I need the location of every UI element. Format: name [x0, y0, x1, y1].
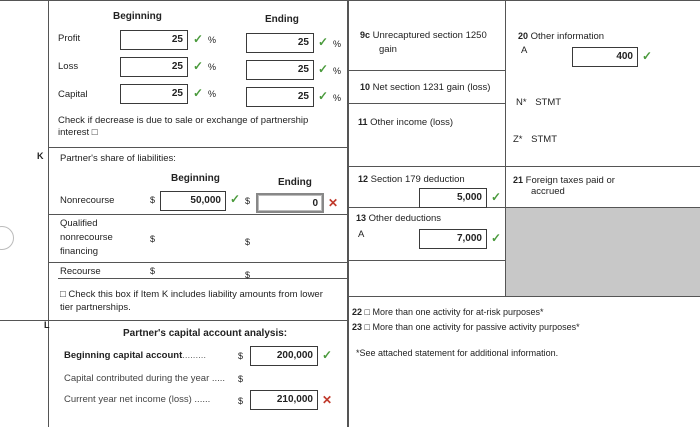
box21-num: 21	[513, 175, 524, 185]
box22-text: More than one activity for at-risk purposes*	[372, 307, 544, 317]
box20-label: Other information	[530, 31, 605, 42]
k-title: Partner's share of liabilities:	[60, 153, 176, 164]
box20-n-value: STMT	[535, 97, 562, 108]
profit-begin-check-icon: ✓	[193, 32, 204, 46]
capital-begin-check-icon: ✓	[193, 86, 204, 100]
box20-check-icon: ✓	[642, 49, 653, 63]
beginning-capital-label: Beginning capital account	[64, 350, 183, 361]
beginning-capital-row	[64, 350, 206, 361]
loss-begin-field[interactable]: 25	[120, 57, 188, 77]
loss-begin-pct: %	[208, 62, 217, 72]
k-letter: K	[37, 151, 44, 161]
loss-end-check-icon: ✓	[318, 62, 329, 76]
box20-code: A	[521, 45, 528, 56]
interest-text: interest	[58, 127, 90, 138]
nonrecourse-label: Nonrecourse	[60, 195, 115, 206]
box21-label-2: accrued	[531, 186, 565, 197]
box9c-label-2: gain	[379, 44, 397, 55]
decrease-text: Check if decrease is due to sale or exchange of partnership	[58, 115, 309, 126]
box23-text: More than one activity for passive activity purposes*	[372, 322, 580, 332]
nonrecourse-begin-dollar: $	[150, 195, 156, 205]
box11-num: 11	[358, 117, 368, 127]
income-dollar: $	[238, 396, 244, 406]
box9c-label-1: Unrecaptured section 1250	[372, 30, 487, 41]
box20-z-code: Z*	[513, 134, 523, 145]
box10	[360, 82, 490, 93]
box20-z-value: STMT	[531, 134, 557, 145]
box20-field[interactable]: 400	[572, 47, 638, 67]
scroll-left-control[interactable]	[0, 226, 14, 250]
lower-tier-checkbox[interactable]: □	[60, 289, 66, 300]
box21-label-1: Foreign taxes paid or	[525, 175, 615, 186]
k-row-line-2	[48, 262, 347, 263]
shaded-area-right	[506, 208, 700, 296]
box23	[352, 322, 580, 332]
box20-n	[516, 97, 561, 108]
capital-label: Capital	[58, 89, 88, 100]
k-ending-header: Ending	[278, 177, 312, 188]
l-letter: L	[44, 320, 50, 330]
recourse-begin-dollar: $	[150, 266, 156, 276]
box11	[358, 117, 453, 128]
capital-begin-pct: %	[208, 89, 217, 99]
rp-line-22	[348, 296, 700, 297]
box10-label: Net section 1231 gain (loss)	[372, 82, 491, 93]
income-label: Current year net income (loss)	[64, 394, 192, 405]
lower-tier-check	[60, 288, 323, 314]
income-dots: ......	[194, 394, 211, 405]
beginning-capital-dots: .........	[182, 350, 207, 361]
k-row-line-1	[48, 214, 347, 215]
box13-field[interactable]: 7,000	[419, 229, 487, 249]
ending-header: Ending	[265, 14, 299, 25]
profit-label: Profit	[58, 33, 81, 44]
l-title: Partner's capital account analysis:	[123, 328, 288, 339]
loss-end-pct: %	[333, 66, 342, 76]
box13-label: Other deductions	[368, 213, 442, 224]
box12-label: Section 179 deduction	[370, 174, 465, 185]
beginning-header: Beginning	[113, 11, 162, 22]
rp-line-11	[348, 103, 505, 104]
rp-line-10	[348, 70, 505, 71]
l-top-line	[0, 320, 347, 321]
capital-end-field[interactable]: 25	[246, 87, 314, 107]
qualified-label-line-3: financing	[60, 246, 99, 257]
loss-label: Loss	[58, 61, 79, 72]
decrease-checkbox[interactable]: □	[91, 127, 98, 138]
qualified-end-dollar: $	[245, 237, 251, 247]
box13-code: A	[358, 229, 365, 240]
box12-field[interactable]: 5,000	[419, 188, 487, 208]
top-border	[0, 0, 700, 1]
box21	[513, 175, 615, 197]
footnote: *See attached statement for additional information.	[356, 348, 559, 358]
box13-check-icon: ✓	[491, 231, 502, 245]
box20-z	[513, 134, 557, 145]
qualified-label-line-1: Qualified	[60, 218, 98, 229]
box12-num: 12	[358, 174, 369, 184]
nonrecourse-end-x-icon: ✕	[328, 196, 339, 210]
capital-end-check-icon: ✓	[318, 89, 329, 103]
box22-checkbox[interactable]: □	[364, 307, 370, 317]
loss-begin-check-icon: ✓	[193, 59, 204, 73]
profit-end-field[interactable]: 25	[246, 33, 314, 53]
box22-num: 22	[352, 307, 363, 317]
box9c-num: 9c	[360, 30, 371, 40]
qualified-label	[60, 217, 113, 259]
k-row-line-3	[58, 278, 347, 279]
capital-end-pct: %	[333, 93, 342, 103]
box23-num: 23	[352, 322, 363, 332]
profit-end-check-icon: ✓	[318, 35, 329, 49]
recourse-end-dollar: $	[245, 270, 251, 280]
box23-checkbox[interactable]: □	[364, 322, 370, 332]
lower-tier-text-2: tier partnerships.	[60, 302, 131, 313]
box13	[356, 213, 441, 224]
box11-label: Other income (loss)	[370, 117, 454, 128]
capital-begin-field[interactable]: 25	[120, 84, 188, 104]
box20	[518, 31, 604, 42]
box10-num: 10	[360, 82, 371, 92]
rp-line-13b	[348, 260, 505, 261]
lower-tier-text-1: Check this box if Item K includes liability amounts from lower	[68, 289, 323, 300]
nonrecourse-end-dollar: $	[245, 196, 251, 206]
income-field[interactable]: 210,000	[250, 390, 318, 410]
beginning-capital-check-icon: ✓	[322, 348, 333, 362]
beginning-capital-dollar: $	[238, 351, 244, 361]
box20-n-code: N*	[516, 97, 527, 108]
contributed-row	[64, 373, 225, 384]
contributed-dots: .....	[211, 373, 226, 384]
qualified-label-line-2: nonrecourse	[60, 232, 113, 243]
box12-check-icon: ✓	[491, 190, 502, 204]
rp-line-12	[348, 166, 700, 167]
center-divider	[347, 0, 349, 427]
box12	[358, 174, 465, 185]
qualified-begin-dollar: $	[150, 234, 156, 244]
loss-end-field[interactable]: 25	[246, 60, 314, 80]
contributed-dollar: $	[238, 374, 244, 384]
contributed-label: Capital contributed during the year	[64, 373, 210, 384]
box9c	[360, 28, 487, 57]
profit-begin-pct: %	[208, 35, 217, 45]
recourse-label: Recourse	[60, 266, 101, 277]
profit-begin-field[interactable]: 25	[120, 30, 188, 50]
profit-end-pct: %	[333, 39, 342, 49]
nonrecourse-end-field[interactable]: 0	[256, 193, 324, 213]
income-x-icon: ✕	[322, 393, 333, 407]
box20-num: 20	[518, 31, 529, 41]
nonrecourse-begin-check-icon: ✓	[230, 192, 241, 206]
box13-num: 13	[356, 213, 367, 223]
k-top-line	[48, 147, 347, 148]
interest-row	[58, 127, 98, 138]
beginning-capital-field[interactable]: 200,000	[250, 346, 318, 366]
box22	[352, 307, 544, 317]
k-beginning-header: Beginning	[171, 173, 220, 184]
nonrecourse-begin-field[interactable]: 50,000	[160, 191, 226, 211]
income-row	[64, 394, 210, 405]
